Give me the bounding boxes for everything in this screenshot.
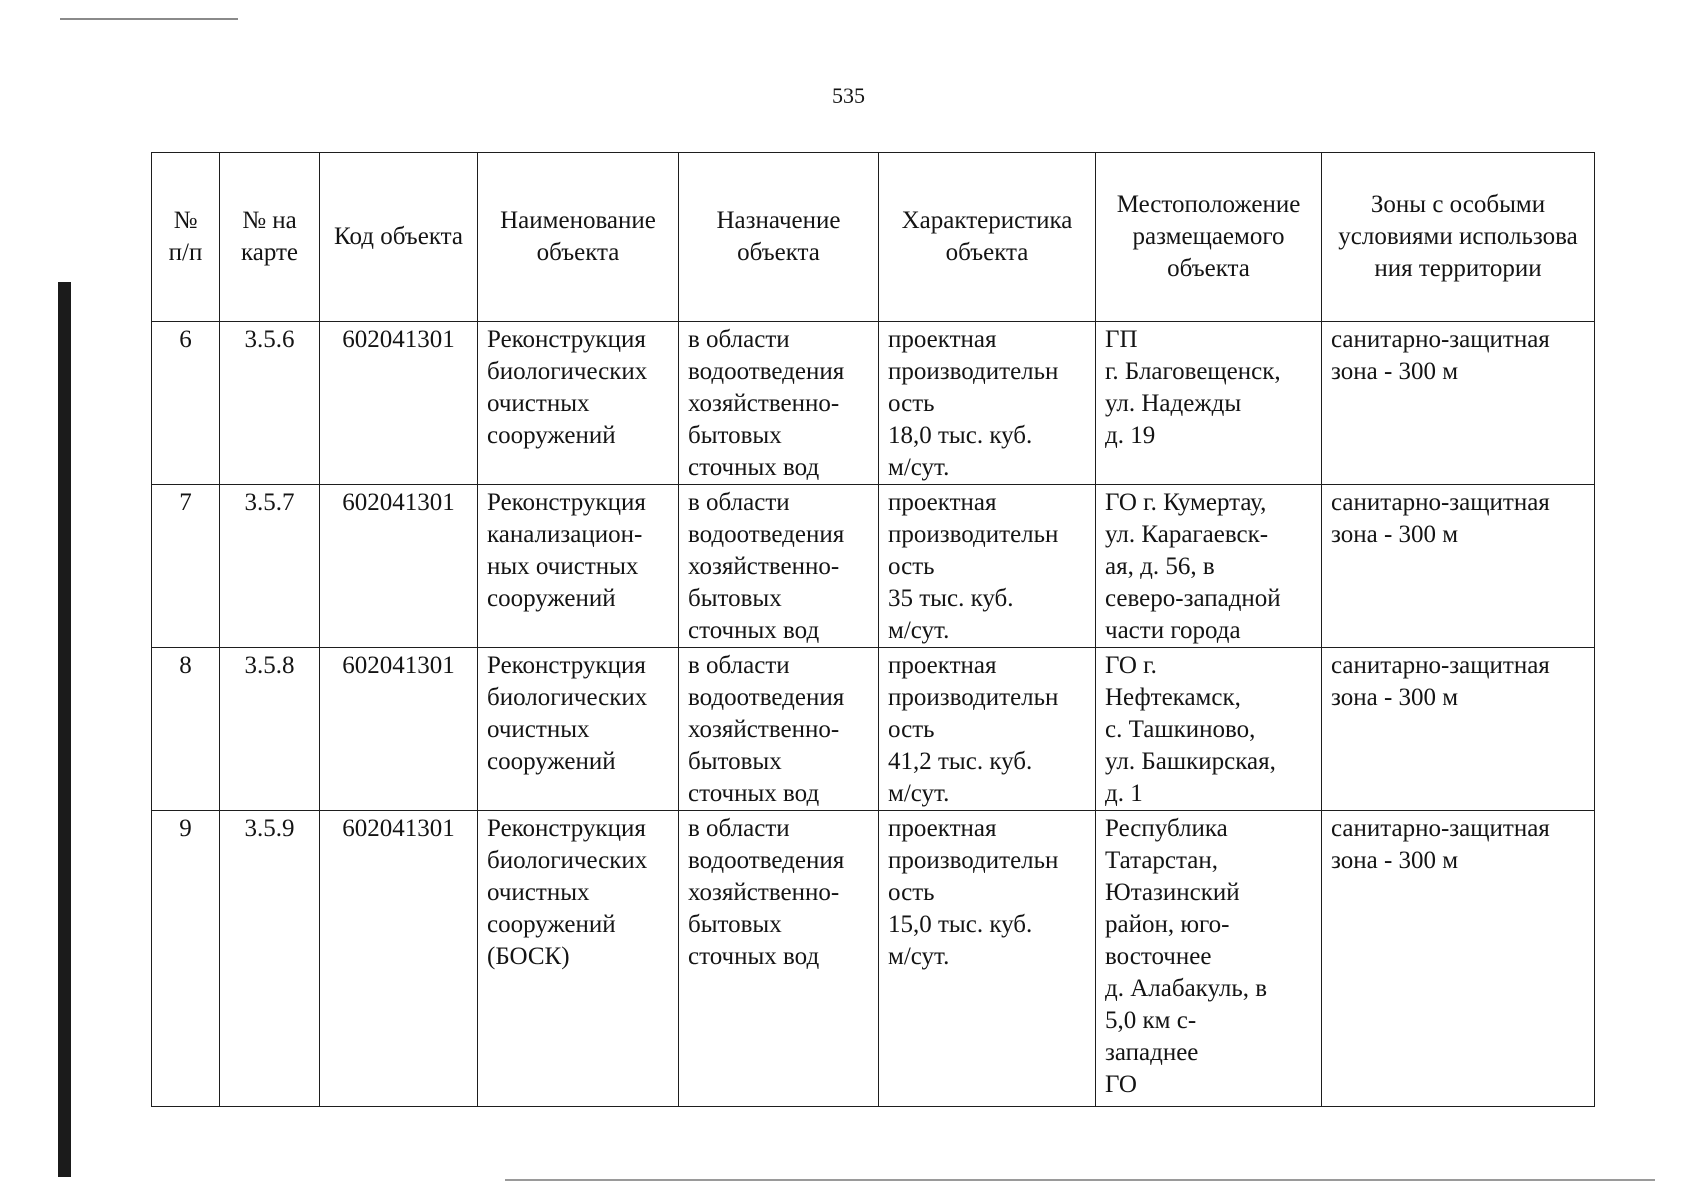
page-number: 535 [832,83,865,108]
table-row [152,811,1595,1107]
header-map-num: № на карте [220,153,320,322]
cell-num: 6 [152,322,220,485]
table-row [152,322,1595,485]
cell-map-num: 3.5.8 [220,648,320,811]
cell-characteristic: проектная производительн ость 35 тыс. куб. м/сут. [879,485,1096,648]
header-zones: Зоны с особыми условиями использова ния территории [1322,153,1595,322]
scan-artifact-bottom-line [505,1179,1655,1181]
cell-code: 602041301 [320,648,478,811]
cell-characteristic: проектная производительн ость 15,0 тыс. куб. м/сут. [879,811,1096,1107]
table-header-row [152,153,1595,322]
objects-table [151,152,1595,1107]
header-code: Код объекта [320,153,478,322]
cell-characteristic: проектная производительн ость 18,0 тыс. куб. м/сут. [879,322,1096,485]
cell-name: Реконструкция биологических очистных сооружений [478,648,679,811]
cell-map-num: 3.5.7 [220,485,320,648]
cell-name: Реконструкция биологических очистных сооружений [478,322,679,485]
cell-num: 9 [152,811,220,1107]
table-row [152,648,1595,811]
cell-map-num: 3.5.9 [220,811,320,1107]
cell-characteristic: проектная производительн ость 41,2 тыс. куб. м/сут. [879,648,1096,811]
cell-location: ГО г. Нефтекамск, с. Ташкиново, ул. Башкирская, д. 1 [1096,648,1322,811]
cell-code: 602041301 [320,811,478,1107]
table-row [152,485,1595,648]
cell-map-num: 3.5.6 [220,322,320,485]
header-purpose: Назначение объекта [679,153,879,322]
cell-location: ГП г. Благовещенск, ул. Надежды д. 19 [1096,322,1322,485]
header-num: № п/п [152,153,220,322]
scan-artifact-top-line [60,18,238,20]
cell-zones: санитарно-защитная зона - 300 м [1322,485,1595,648]
cell-zones: санитарно-защитная зона - 300 м [1322,811,1595,1107]
cell-num: 7 [152,485,220,648]
cell-name: Реконструкция канализацион- ных очистных сооружений [478,485,679,648]
cell-location: Республика Татарстан, Ютазинский район, юго- восточнее д. Алабакуль, в 5,0 км с- западнее ГО [1096,811,1322,1107]
cell-purpose: в области водоотведения хозяйственно- бытовых сточных вод [679,648,879,811]
cell-zones: санитарно-защитная зона - 300 м [1322,648,1595,811]
cell-code: 602041301 [320,322,478,485]
header-location: Местоположение размещаемого объекта [1096,153,1322,322]
header-characteristic: Характеристика объекта [879,153,1096,322]
scan-artifact-left-bar [58,282,71,1177]
cell-purpose: в области водоотведения хозяйственно- бытовых сточных вод [679,811,879,1107]
cell-num: 8 [152,648,220,811]
cell-purpose: в области водоотведения хозяйственно- бытовых сточных вод [679,322,879,485]
header-name: Наименование объекта [478,153,679,322]
cell-location: ГО г. Кумертау, ул. Карагаевск- ая, д. 56, в северо-западной части города [1096,485,1322,648]
cell-code: 602041301 [320,485,478,648]
cell-zones: санитарно-защитная зона - 300 м [1322,322,1595,485]
cell-purpose: в области водоотведения хозяйственно- бытовых сточных вод [679,485,879,648]
cell-name: Реконструкция биологических очистных сооружений (БОСК) [478,811,679,1107]
